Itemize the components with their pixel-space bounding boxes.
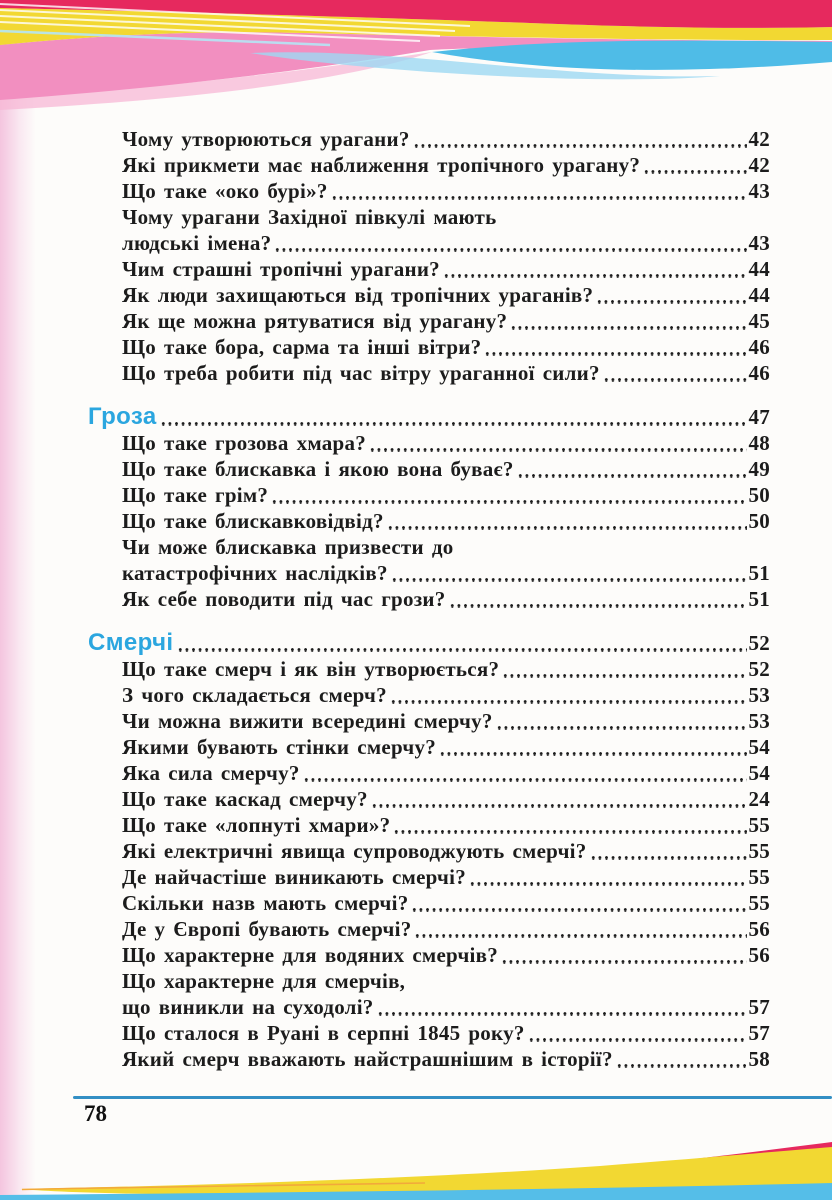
toc-entry-row (88, 890, 770, 916)
toc-entry-page-number: 56 (748, 943, 770, 967)
dot-leader (274, 248, 746, 251)
toc-entry-row (88, 456, 770, 482)
toc-entry-text: Що характерне для водяних смерчів? (122, 943, 498, 967)
toc-entry-page-number: 44 (748, 283, 770, 307)
toc-entry-row (88, 126, 770, 152)
toc-entry-row (88, 430, 770, 456)
toc-entry-page-number: 50 (748, 509, 770, 533)
bottom-wave-decoration (0, 1142, 832, 1200)
dot-leader (517, 474, 747, 477)
dot-leader (390, 700, 747, 703)
toc-entry-row (88, 560, 770, 586)
toc-entry-row (88, 760, 770, 786)
toc-entry-text: Як ще можна рятуватися від урагану? (122, 309, 508, 333)
toc-entry-text: Якими бувають стінки смерчу? (122, 735, 436, 759)
toc-entry-page-number: 44 (748, 257, 770, 281)
toc-entry-row (88, 178, 770, 204)
top-wave-decoration (0, 0, 832, 112)
toc-entry-row (88, 282, 770, 308)
dot-leader (616, 1064, 747, 1067)
toc-entry-page-number: 49 (748, 457, 770, 481)
table-of-contents (88, 126, 770, 1072)
toc-entry-text: Де найчастіше виникають смерчі? (122, 865, 466, 889)
dot-leader (603, 378, 747, 381)
toc-entry-page-number: 43 (748, 231, 770, 255)
dot-leader (443, 274, 747, 277)
toc-entry-page-number: 50 (748, 483, 770, 507)
toc-entry-text: Що таке грозова хмара? (122, 431, 366, 455)
toc-entry-text: Чи може блискавка призвести до (122, 535, 454, 559)
dot-leader (371, 804, 747, 807)
toc-entry-text: З чого складається смерч? (122, 683, 387, 707)
toc-entry-text: Що таке грім? (122, 483, 269, 507)
section-heading-row (88, 630, 770, 656)
section-heading-label: Гроза (88, 403, 157, 430)
toc-entry-page-number: 51 (748, 587, 770, 611)
toc-entry-text: Які прикмети має наближення тропічного урагану? (122, 153, 641, 177)
toc-entry-text: Де у Європі бувають смерчі? (122, 917, 412, 941)
toc-entry-row (88, 942, 770, 968)
dot-leader (387, 526, 747, 529)
dot-leader (439, 752, 747, 755)
toc-entry-row (88, 682, 770, 708)
toc-entry-text: Що таке смерч і як він утворюється? (122, 657, 500, 681)
toc-entry-row (88, 482, 770, 508)
dot-leader (414, 934, 746, 937)
dot-leader (271, 500, 746, 503)
toc-entry-page-number: 55 (748, 839, 770, 863)
toc-entry-row (88, 1046, 770, 1072)
toc-entry-text: Чим страшні тропічні урагани? (122, 257, 440, 281)
toc-entry-row (88, 152, 770, 178)
toc-entry-page-number: 46 (748, 361, 770, 385)
dot-leader (369, 448, 747, 451)
toc-entry-row (88, 230, 770, 256)
dot-leader (484, 352, 746, 355)
toc-entry-row (88, 586, 770, 612)
toc-entry-row (88, 786, 770, 812)
toc-entry-text: Що треба робити під час вітру ураганної сили? (122, 361, 600, 385)
dot-leader (391, 578, 747, 581)
toc-entry-text: Що таке блискавка і якою вона буває? (122, 457, 514, 481)
toc-entry-row (88, 708, 770, 734)
toc-entry-text: Що таке «лопнуті хмари»? (122, 813, 391, 837)
dot-leader (303, 778, 747, 781)
toc-entry-page-number: 42 (748, 127, 770, 151)
toc-entry-page-number: 24 (748, 787, 770, 811)
toc-entry-page-number: 57 (748, 995, 770, 1019)
toc-entry-row (88, 864, 770, 890)
dot-leader (177, 648, 747, 651)
dot-leader (449, 604, 747, 607)
dot-leader (469, 882, 747, 885)
dot-leader (413, 144, 747, 147)
dot-leader (377, 1012, 747, 1015)
toc-entry-row (88, 508, 770, 534)
dot-leader (596, 300, 746, 303)
toc-entry-text: Чому урагани Західної півкулі мають (122, 205, 497, 229)
dot-leader (411, 908, 746, 911)
toc-entry-row (88, 308, 770, 334)
toc-entry-row (88, 734, 770, 760)
toc-entry-page-number: 57 (748, 1021, 770, 1045)
toc-entry-page-number: 43 (748, 179, 770, 203)
dot-leader (590, 856, 747, 859)
toc-entry-text: Скільки назв мають смерчі? (122, 891, 409, 915)
dot-leader (501, 960, 747, 963)
section-page-number: 52 (748, 631, 770, 655)
dot-leader (528, 1038, 747, 1041)
toc-entry-text: Яка сила смерчу? (122, 761, 300, 785)
toc-entry-row (88, 334, 770, 360)
toc-entry-row (88, 360, 770, 386)
toc-entry-page-number: 56 (748, 917, 770, 941)
section-heading-row (88, 404, 770, 430)
toc-entry-text: Що сталося в Руані в серпні 1845 року? (122, 1021, 525, 1045)
toc-entry-text: Які електричні явища супроводжують смерчі? (122, 839, 587, 863)
toc-entry-page-number: 58 (748, 1047, 770, 1071)
toc-entry-page-number: 52 (748, 657, 770, 681)
toc-entry-row (88, 994, 770, 1020)
toc-entry-page-number: 55 (748, 891, 770, 915)
toc-entry-page-number: 45 (748, 309, 770, 333)
toc-entry-page-number: 53 (748, 709, 770, 733)
toc-entry-text: Як люди захищаються від тропічних ураганів? (122, 283, 594, 307)
toc-entry-page-number: 46 (748, 335, 770, 359)
toc-entry-text: людські імена? (122, 231, 272, 255)
toc-entry-text: Що таке каскад смерчу? (122, 787, 368, 811)
toc-entry-text: Як себе поводити під час грози? (122, 587, 446, 611)
dot-leader (496, 726, 747, 729)
toc-entry-text: що виникли на суходолі? (122, 995, 374, 1019)
section-page-number: 47 (748, 405, 770, 429)
dot-leader (160, 422, 747, 425)
toc-entry-text: Що характерне для смерчів, (122, 969, 406, 993)
page-spine-shadow (0, 0, 36, 1200)
toc-entry-page-number: 53 (748, 683, 770, 707)
toc-entry-row (88, 204, 770, 230)
dot-leader (510, 326, 746, 329)
dot-leader (643, 170, 746, 173)
dot-leader (393, 830, 746, 833)
dot-leader (502, 674, 746, 677)
page-number: 78 (84, 1101, 107, 1126)
toc-entry-text: Що таке бора, сарма та інші вітри? (122, 335, 482, 359)
section-heading-label: Смерчі (88, 629, 174, 656)
toc-entry-row (88, 968, 770, 994)
toc-entry-row (88, 256, 770, 282)
toc-entry-text: Який смерч вважають найстрашнішим в історії? (122, 1047, 613, 1071)
toc-entry-page-number: 55 (748, 865, 770, 889)
toc-entry-page-number: 54 (748, 735, 770, 759)
toc-entry-row (88, 916, 770, 942)
toc-entry-text: Чи можна вижити всередині смерчу? (122, 709, 493, 733)
toc-entry-page-number: 55 (748, 813, 770, 837)
toc-entry-page-number: 48 (748, 431, 770, 455)
toc-entry-row (88, 812, 770, 838)
toc-entry-row (88, 534, 770, 560)
toc-entry-row (88, 656, 770, 682)
toc-entry-text: катастрофічних наслідків? (122, 561, 388, 585)
toc-entry-page-number: 54 (748, 761, 770, 785)
toc-entry-row (88, 1020, 770, 1046)
dot-leader (331, 196, 747, 199)
toc-entry-page-number: 51 (748, 561, 770, 585)
toc-entry-page-number: 42 (748, 153, 770, 177)
toc-entry-text: Що таке «око бурі»? (122, 179, 328, 203)
toc-entry-text: Що таке блискавковідвід? (122, 509, 384, 533)
toc-entry-row (88, 838, 770, 864)
footer-rule (73, 1096, 832, 1099)
toc-entry-text: Чому утворюються урагани? (122, 127, 410, 151)
